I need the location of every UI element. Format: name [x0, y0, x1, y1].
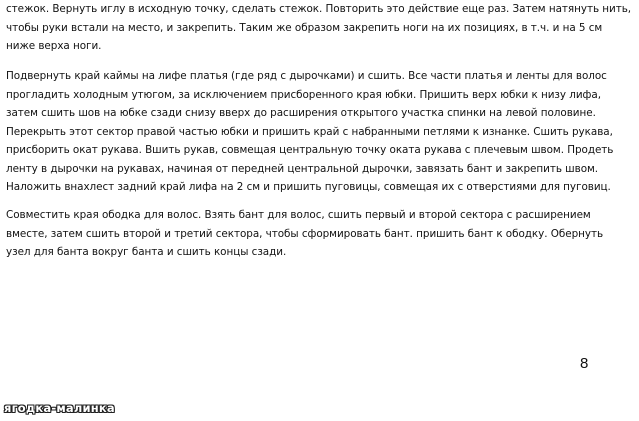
paragraph-line: ниже верха ноги. — [6, 40, 102, 52]
paragraph-1 — [6, 0, 631, 56]
paragraph-line: прогладить холодным утюгом, за исключением присборенного края юбки. Пришить верх юбки к низу лифа, — [6, 88, 601, 101]
paragraph-line: стежок. Вернуть иглу в исходную точку, сделать стежок. Повторить это действие еще раз. Затем натянуть нить, — [6, 3, 632, 15]
paragraph-line: вместе, затем сшить второй и третий сектора, чтобы сформировать бант. пришить бант к ободку. Обернуть — [6, 227, 604, 240]
watermark: ягодка-малинка — [4, 401, 115, 415]
paragraph-line: Подвернуть край каймы на лифе платья (где ряд с дырочками) и сшить. Все части платья и ленты для волос — [6, 70, 607, 82]
paragraph-line: Перекрыть этот сектор правой частью юбки и пришить край с набранными петлями к изнанке. Сшить рукава, — [6, 125, 613, 138]
paragraph-line: ленту в дырочки на рукавах, начиная от передней центральной дырочки, завязать бант и закрепить швом. — [6, 162, 599, 175]
paragraph-line: затем сшить шов на юбке сзади снизу вверх до расширения открытого участка спинки на левой половине. — [6, 107, 596, 119]
paragraph-line: присборить окат рукава. Вшить рукав, совмещая центральную точку оката рукава с плечевым швом. Продеть — [6, 144, 614, 156]
page-number: 8 — [580, 355, 589, 372]
paragraph-line: чтобы руки встали на место, и закрепить. Таким же образом закрепить ноги на их позициях, в т.ч. и на 5 см — [6, 21, 603, 34]
paragraph-3 — [6, 206, 603, 262]
paragraph-2 — [6, 67, 613, 197]
paragraph-line: Наложить внахлест задний край лифа на 2 см и пришить пуговицы, совмещая их с отверстиями для пуговиц. — [6, 181, 611, 193]
paragraph-line: Совместить края ободка для волос. Взять бант для волос, сшить первый и второй сектора с расширением — [6, 209, 591, 221]
paragraph-line: узел для банта вокруг банта и сшить концы сзади. — [6, 246, 287, 258]
